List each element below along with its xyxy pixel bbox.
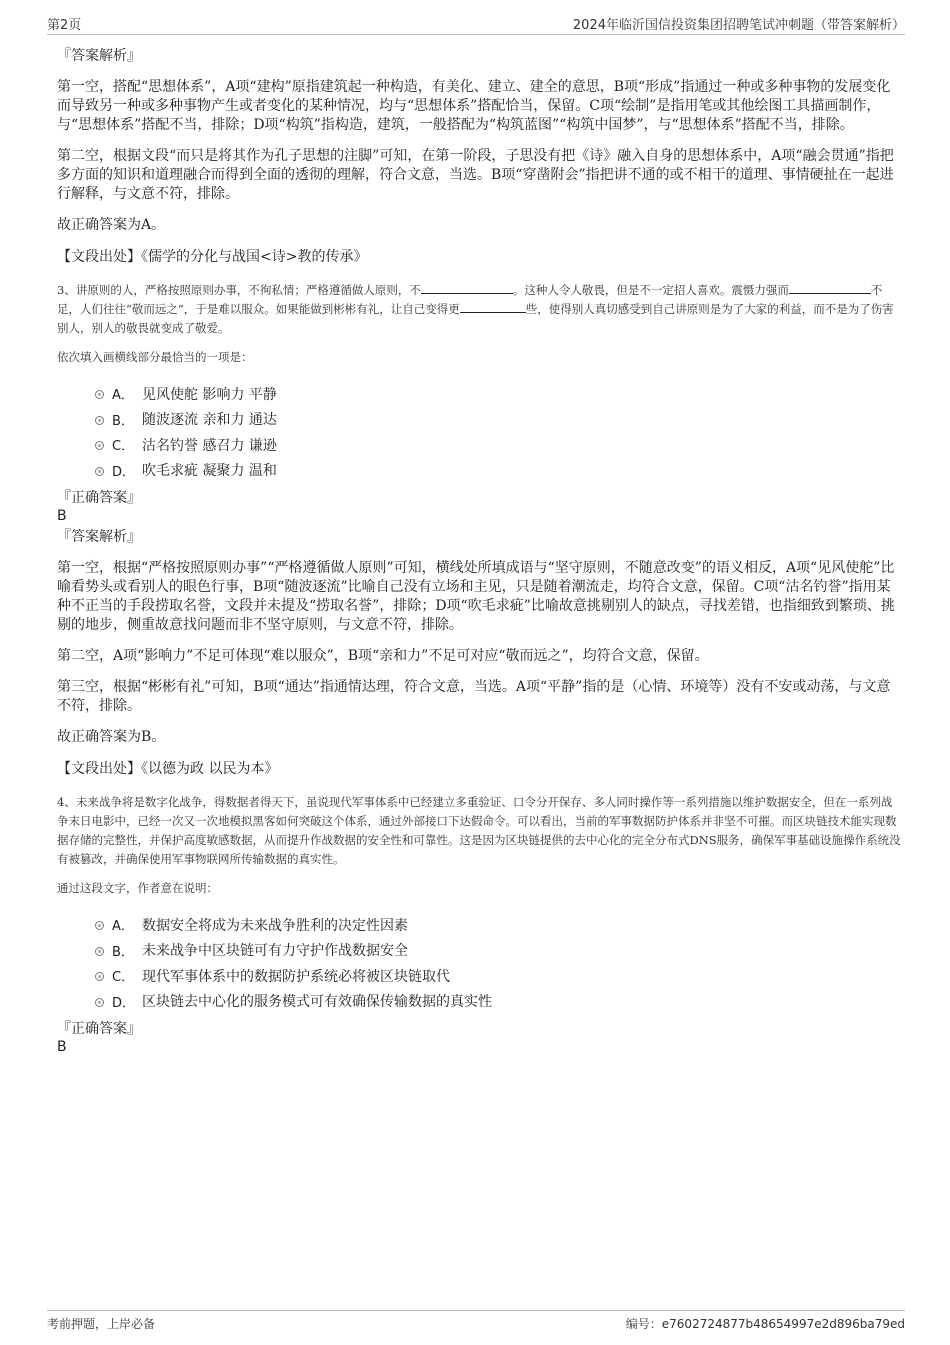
q3-option-d[interactable]: D． 吹毛求疵 凝聚力 温和 [95, 458, 902, 484]
q3-analysis-label: 『答案解析』 [57, 529, 141, 545]
radio-icon[interactable] [95, 947, 104, 956]
radio-icon[interactable] [95, 416, 104, 425]
q3-conclusion: 故正确答案为B。 [57, 729, 166, 745]
document-title: 2024年临沂国信投资集团招聘笔试冲刺题（带答案解析） [572, 18, 905, 33]
q4-number: 4、 [57, 795, 76, 809]
radio-icon[interactable] [95, 441, 104, 450]
q3-number: 3、 [57, 283, 76, 297]
page-number: 第2页 [47, 18, 82, 33]
q3-blank-1 [421, 281, 513, 294]
q3-analysis-p3: 第三空，根据“彬彬有礼”可知，B项“通达”指通情达理，符合文意，当选。A项“平静”指的是（心情、环境等）没有不安或动荡，与文意不符，排除。 [57, 679, 891, 714]
q3-option-c[interactable]: C． 沽名钓誉 感召力 谦逊 [95, 432, 902, 458]
page-header [47, 14, 905, 35]
q4-option-c[interactable]: C． 现代军事体系中的数据防护系统必将被区块链取代 [95, 963, 902, 989]
q3-options [95, 381, 902, 483]
q3-stem [57, 281, 902, 338]
q3-text-c: 不足，人们往往“敬而远之”，于是难以服众。如果能做到彬彬有礼，让自己变得更 [57, 283, 883, 316]
q4-option-b[interactable]: B． 未来战争中区块链可有力守护作战数据安全 [95, 938, 902, 964]
document-id: 编号：e7602724877b48654997e2d896ba79ed [625, 1317, 905, 1331]
document-body [57, 46, 902, 1058]
q3-instruction: 依次填入画横线部分最恰当的一项是： [57, 350, 253, 364]
q4-option-a[interactable]: A． 数据安全将成为未来战争胜利的决定性因素 [95, 912, 902, 938]
q3-option-a[interactable]: A． 见风使舵 影响力 平静 [95, 381, 902, 407]
footer-slogan: 考前押题，上岸必备 [47, 1317, 156, 1331]
q2-source: 【文段出处】《儒学的分化与战国<诗>教的传承》 [57, 249, 368, 265]
q3-analysis-p2: 第二空，A项“影响力”不足可体现“难以服众”，B项“亲和力”不足可对应“敬而远之”，均符合文意，保留。 [57, 648, 709, 664]
radio-icon[interactable] [95, 998, 104, 1007]
q3-analysis-p1: 第一空，根据“严格按照原则办事”“严格遵循做人原则”可知，横线处所填成语与“坚守原则，不随意改变”的语义相反，A项“见风使舵”比喻看势头或看别人的眼色行事，B项“随波逐流”比喻自己没有立场和主见，只是随着潮流走，均符合文意，保留。C项“沽名钓誉”指用某种不正当的手段捞取名誉，文段并未提及“捞取名誉”，排除；D项“吹毛求疵”比喻故意挑剔别人的缺点，寻找差错，也指细致到繁琐、挑剔的地步，侧重故意找问题而非不坚守原则，与文意不符，排除。 [57, 560, 895, 633]
q3-blank-3 [460, 300, 526, 313]
q4-options [95, 912, 902, 1014]
q3-text-b: 。这种人令人敬畏，但是不一定招人喜欢。震慑力强而 [512, 283, 789, 297]
radio-icon[interactable] [95, 921, 104, 930]
q3-text-d: 些，使得别人真切感受到自己讲原则是为了大家的利益，而不是为了伤害别人，别人的敬畏就变成了敬爱。 [57, 302, 894, 335]
radio-icon[interactable] [95, 467, 104, 476]
q3-correct-answer: B [57, 508, 67, 524]
q4-instruction: 通过这段文字，作者意在说明： [57, 881, 218, 895]
q4-option-d[interactable]: D． 区块链去中心化的服务模式可有效确保传输数据的真实性 [95, 989, 902, 1015]
q2-analysis-p2: 第二空，根据文段“而只是将其作为孔子思想的注脚”可知，在第一阶段，子思没有把《诗》融入自身的思想体系中，A项“融会贯通”指把多方面的知识和道理融合而得到全面的透彻的理解，符合文意，当选。B项“穿凿附会”指把讲不通的或不相干的道理、事情硬扯在一起进行解释，与文意不符，排除。 [57, 148, 894, 202]
q3-option-b[interactable]: B． 随波逐流 亲和力 通达 [95, 407, 902, 433]
radio-icon[interactable] [95, 972, 104, 981]
q2-conclusion: 故正确答案为A。 [57, 217, 166, 233]
q2-analysis-p1: 第一空，搭配“思想体系”，A项“建构”原指建筑起一种构造，有美化、建立、建全的意思，B项“形成”指通过一种或多种事物的发展变化而导致另一种或多种事物产生或者变化的某种情况，均与“思想体系”搭配恰当，保留。C项“绘制”是指用笔或其他绘图工具描画制作，与“思想体系”搭配不当，排除；D项“构筑”指构造，建筑，一般搭配为“构筑蓝图”“构筑中国梦”，与“思想体系”搭配不当，排除。 [57, 79, 891, 133]
q4-correct-answer: B [57, 1039, 67, 1055]
page-footer [47, 1310, 905, 1337]
q3-blank-2 [789, 281, 871, 294]
q2-analysis-label: 『答案解析』 [57, 48, 141, 64]
q3-text-a: 讲原则的人，严格按照原则办事，不徇私情；严格遵循做人原则，不 [75, 283, 421, 297]
q3-source: 【文段出处】《以德为政 以民为本》 [57, 761, 279, 777]
q4-text: 未来战争将是数字化战争，得数据者得天下，虽说现代军事体系中已经建立多重验证、口令分开保存、多人同时操作等一系列措施以维护数据安全，但在一系列战争末日电影中，已经一次又一次地模拟黑客如何突破这个体系，通过外部接口下达假命令。可以看出，当前的军事数据防护体系并非坚不可摧。而区块链技术能实现数据存储的完整性，并保护高度敏感数据，从而提升作战数据的安全性和可靠性。这是因为区块链提供的去中心化的完全分布式DNS服务，确保军事基础设施操作系统没有被篡改，并确保使用军事物联网所传输数据的真实性。 [57, 795, 901, 866]
q4-correct-label: 『正确答案』 [57, 1021, 141, 1037]
q4-stem [57, 793, 902, 869]
radio-icon[interactable] [95, 390, 104, 399]
q3-correct-label: 『正确答案』 [57, 490, 141, 506]
